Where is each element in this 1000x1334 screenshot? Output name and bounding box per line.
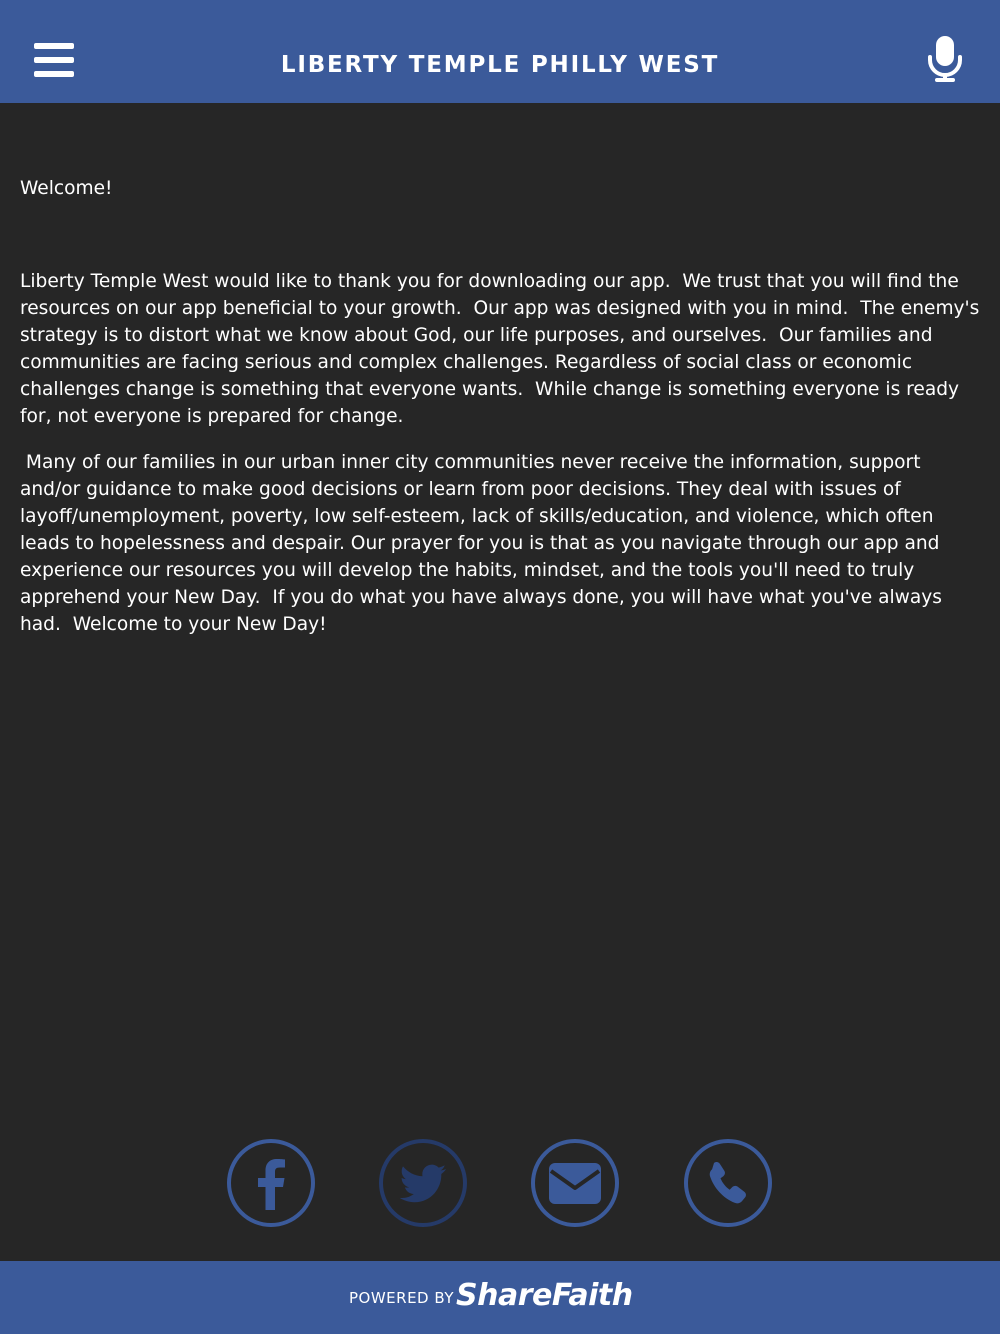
- email-button[interactable]: [530, 1138, 620, 1228]
- sharefaith-logo[interactable]: ShareFaith: [456, 1278, 633, 1313]
- mission-paragraph: Many of our families in our urban inner city communities never receive the information, support and/or guidance to make good decisions or learn from poor decisions. They deal with issues of layoff/unemployment, poverty, low self-esteem, lack of skills/education, and violence, which often leads to hopelessness and despair. Our prayer for you is that as you navigate through our app and experience our resources you will develop the habits, mindset, and the tools you'll need to truly apprehend your New Day. If you do what you have always done, you will have what you've always had. Welcome to your New Day!: [20, 452, 948, 635]
- welcome-heading: Welcome!: [20, 178, 113, 199]
- facebook-button[interactable]: [226, 1138, 316, 1228]
- phone-button[interactable]: [683, 1138, 773, 1228]
- welcome-content: [20, 175, 985, 638]
- facebook-icon: [226, 1138, 316, 1228]
- phone-icon: [683, 1138, 773, 1228]
- email-icon: [530, 1138, 620, 1228]
- app-title: LIBERTY TEMPLE PHILLY WEST: [280, 52, 720, 78]
- twitter-icon: [378, 1138, 468, 1228]
- microphone-icon[interactable]: [926, 36, 964, 82]
- intro-paragraph: Liberty Temple West would like to thank you for downloading our app. We trust that you will find the resources on our app beneficial to your growth. Our app was designed with you in mind. The enemy's strategy is to distort what we know about God, our life purposes, and ourselves. Our families and communities are facing serious and complex challenges. Regardless of social class or economic challenges change is something that everyone wants. While change is something everyone is ready for, not everyone is prepared for change.: [20, 271, 986, 427]
- app-header: [0, 0, 1000, 103]
- twitter-button[interactable]: [378, 1138, 468, 1228]
- powered-by-label: POWERED BY: [349, 1289, 455, 1307]
